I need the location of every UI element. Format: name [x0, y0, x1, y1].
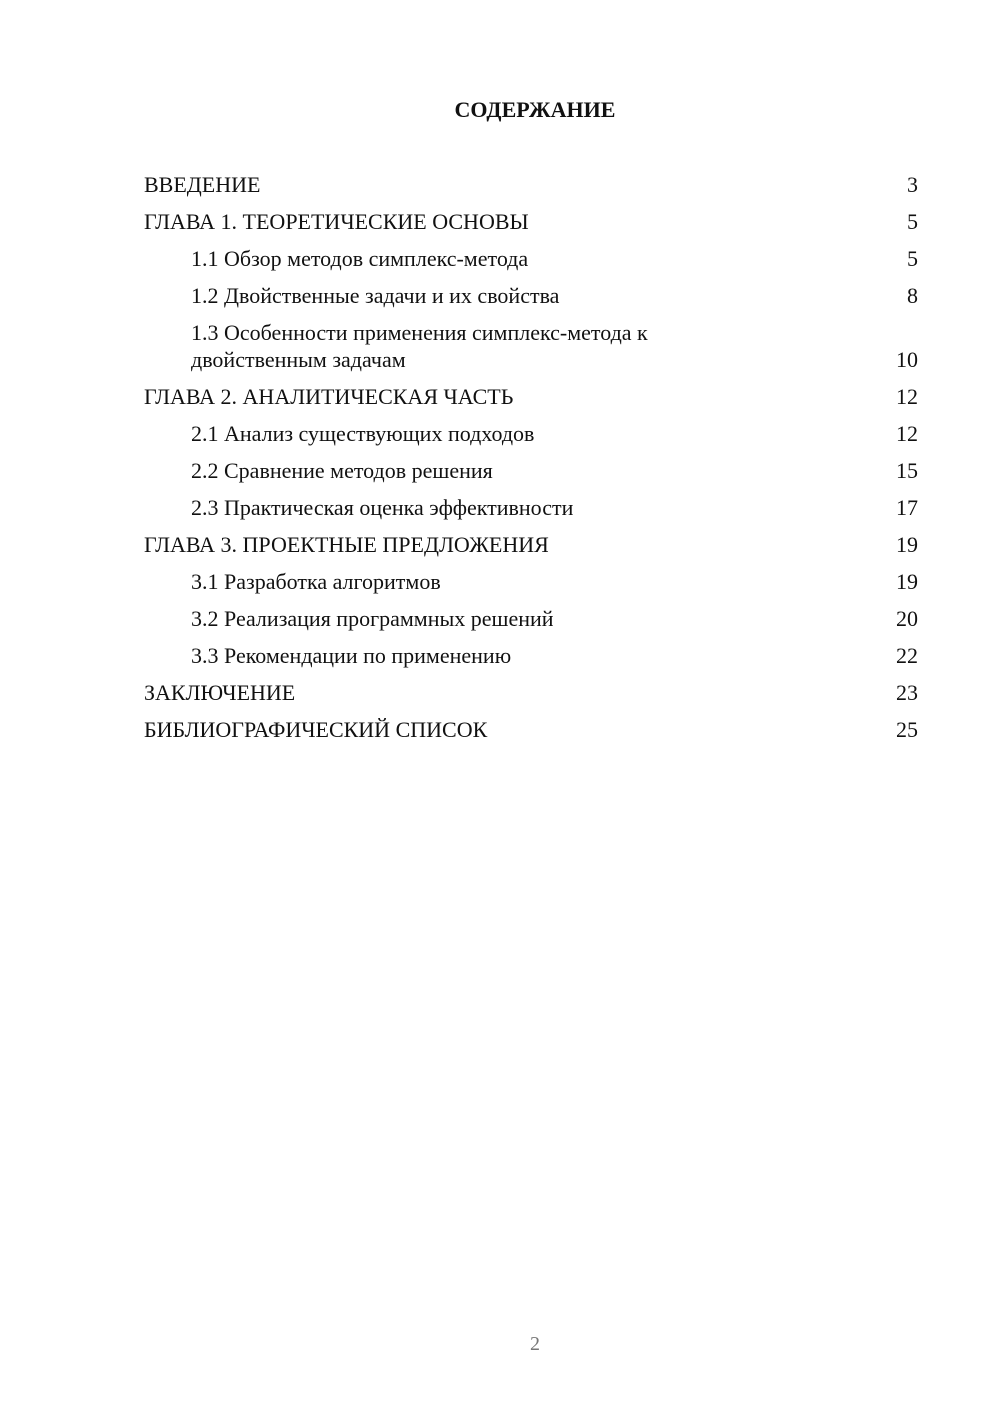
toc-entry-label: 3.2 Реализация программных решений [191, 605, 554, 631]
toc-entry-label: ВВЕДЕНИЕ [144, 171, 261, 197]
toc-entry-chapter-2[interactable] [144, 378, 918, 415]
toc-entry-label: 2.3 Практическая оценка эффективности [191, 494, 574, 520]
table-of-contents [144, 166, 918, 748]
toc-entry-page: 23 [896, 679, 918, 705]
toc-entry-bibliography[interactable] [144, 711, 918, 748]
toc-entry-page: 12 [896, 383, 918, 409]
toc-entry-1-3[interactable] [144, 314, 918, 378]
toc-entry-3-3[interactable] [144, 637, 918, 674]
toc-entry-label: 1.3 Особенности применения симплекс-метода к двойственным задачам [191, 319, 648, 372]
toc-entry-page: 5 [907, 208, 918, 234]
toc-entry-page: 19 [896, 531, 918, 557]
toc-entry-label: 2.2 Сравнение методов решения [191, 457, 493, 483]
toc-entry-page: 10 [896, 346, 918, 372]
toc-entry-page: 5 [907, 245, 918, 271]
toc-entry-page: 19 [896, 568, 918, 594]
toc-entry-page: 12 [896, 420, 918, 446]
toc-entry-page: 15 [896, 457, 918, 483]
page-number: 2 [530, 1333, 540, 1355]
toc-entry-3-2[interactable] [144, 600, 918, 637]
toc-entry-page: 20 [896, 605, 918, 631]
toc-entry-page: 3 [907, 171, 918, 197]
toc-entry-label: ГЛАВА 1. ТЕОРЕТИЧЕСКИЕ ОСНОВЫ [144, 208, 529, 234]
toc-entry-1-1[interactable] [144, 240, 918, 277]
toc-entry-label: 3.3 Рекомендации по применению [191, 642, 512, 668]
toc-entry-label: ГЛАВА 2. АНАЛИТИЧЕСКАЯ ЧАСТЬ [144, 383, 514, 409]
toc-entry-page: 25 [896, 716, 918, 742]
toc-entry-chapter-1[interactable] [144, 203, 918, 240]
toc-entry-label: ГЛАВА 3. ПРОЕКТНЫЕ ПРЕДЛОЖЕНИЯ [144, 531, 549, 557]
toc-entry-label: 3.1 Разработка алгоритмов [191, 568, 441, 594]
toc-entry-chapter-3[interactable] [144, 526, 918, 563]
toc-entry-label: 2.1 Анализ существующих подходов [191, 420, 535, 446]
toc-entry-1-2[interactable] [144, 277, 918, 314]
toc-entry-2-3[interactable] [144, 489, 918, 526]
toc-entry-page: 8 [907, 282, 918, 308]
toc-entry-page: 22 [896, 642, 918, 668]
toc-entry-label: 1.2 Двойственные задачи и их свойства [191, 282, 560, 308]
toc-entry-2-2[interactable] [144, 452, 918, 489]
toc-entry-3-1[interactable] [144, 563, 918, 600]
toc-entry-label: 1.1 Обзор методов симплекс-метода [191, 245, 529, 271]
toc-entry-introduction[interactable] [144, 166, 918, 203]
toc-title: СОДЕРЖАНИЕ [454, 97, 616, 122]
toc-entry-label: БИБЛИОГРАФИЧЕСКИЙ СПИСОК [144, 716, 488, 742]
toc-entry-label: ЗАКЛЮЧЕНИЕ [144, 679, 296, 705]
toc-entry-conclusion[interactable] [144, 674, 918, 711]
toc-entry-2-1[interactable] [144, 415, 918, 452]
toc-entry-page: 17 [896, 494, 918, 520]
